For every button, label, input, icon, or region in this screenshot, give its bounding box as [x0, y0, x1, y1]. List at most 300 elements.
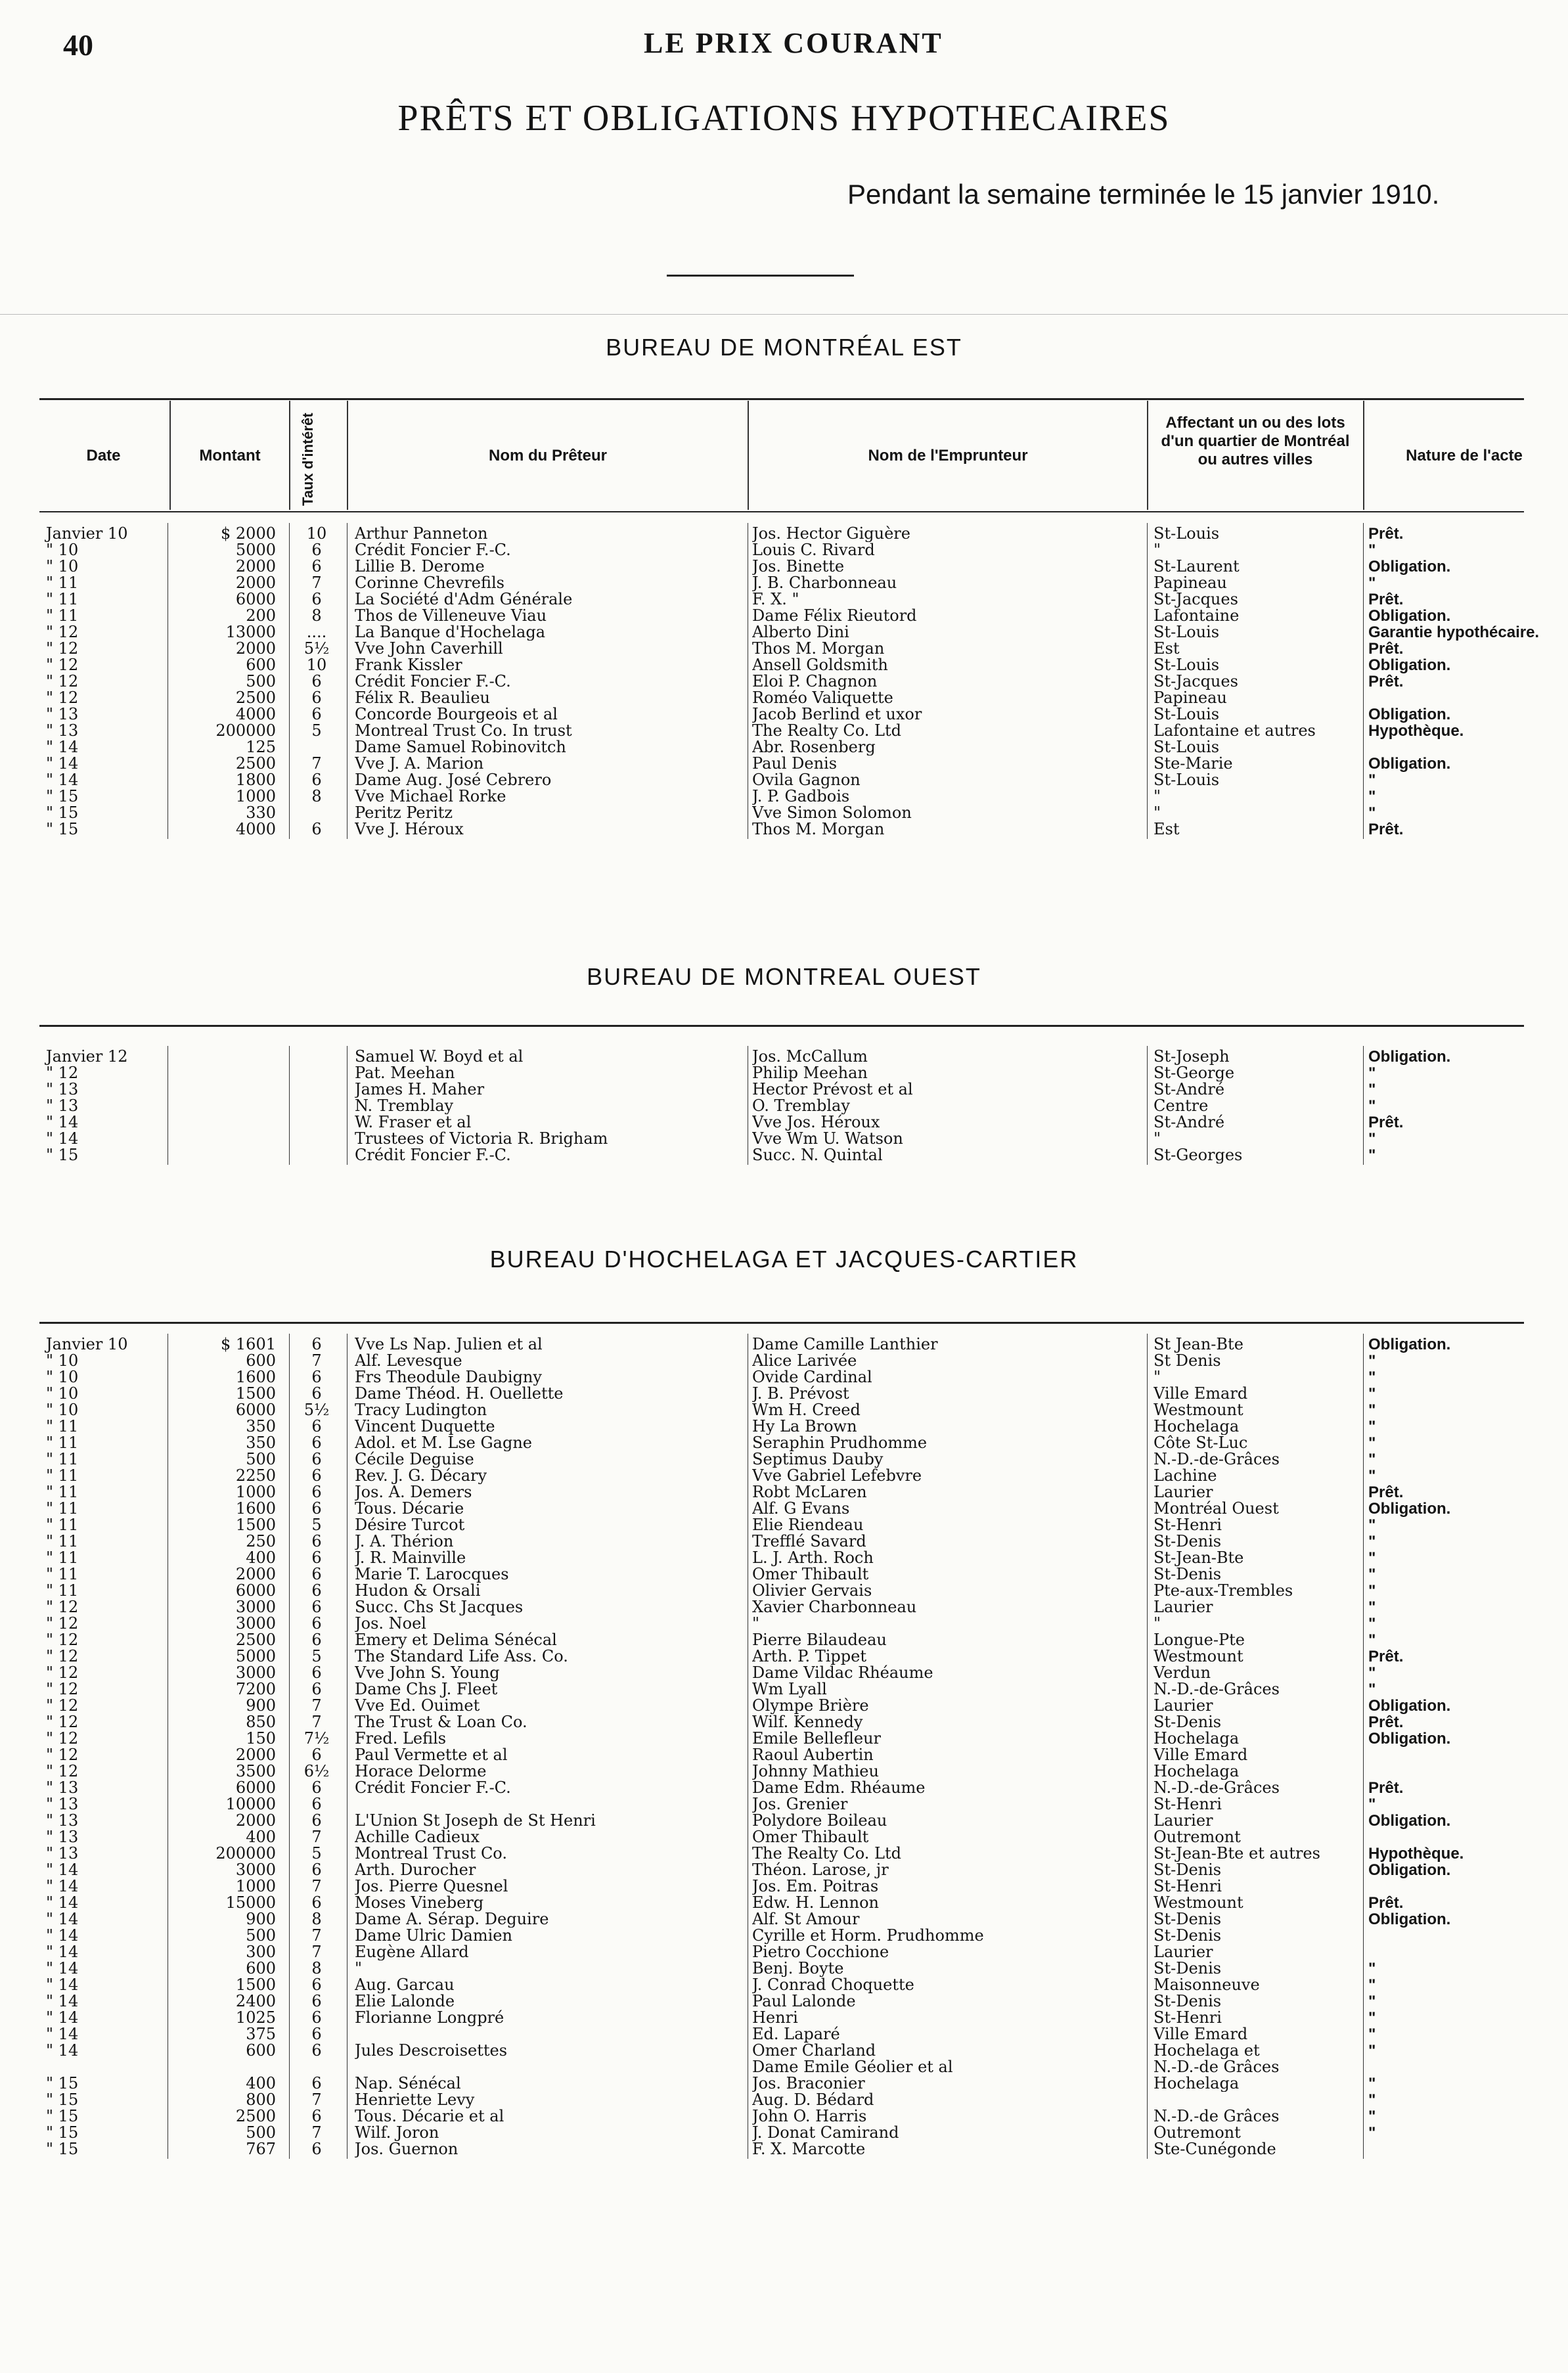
row-nature: "	[1368, 1146, 1376, 1164]
row-borrower: Wm H. Creed	[752, 1402, 861, 1418]
row-location: Ste-Marie	[1154, 756, 1233, 772]
row-date: " 14	[46, 1129, 79, 1148]
row-borrower: Omer Thibault	[752, 1829, 869, 1845]
row-borrower: L. J. Arth. Roch	[752, 1550, 874, 1566]
row-date: " 12	[46, 1614, 79, 1633]
row-amount: 600	[246, 1959, 276, 1977]
table-row	[0, 1566, 1568, 1583]
row-borrower: Jacob Berlind et uxor	[752, 706, 922, 723]
row-date: " 15	[46, 803, 79, 822]
table-row	[0, 1632, 1568, 1648]
row-date: " 15	[46, 1146, 79, 1164]
row-amount: 2000	[235, 1565, 276, 1583]
row-location: St-Denis	[1154, 1911, 1222, 1928]
row-date: " 14	[46, 2025, 79, 2043]
row-amount: 1600	[235, 1368, 276, 1386]
row-location: N.-D.-de Grâces	[1154, 2059, 1280, 2075]
row-borrower: Théon. Larose, jr	[752, 1862, 889, 1878]
row-rate: 8	[311, 787, 322, 805]
row-nature: "	[1368, 1993, 1376, 2010]
row-rate: 6	[311, 771, 322, 789]
row-amount: 13000	[225, 623, 276, 641]
row-amount: 2500	[235, 754, 276, 773]
row-nature: "	[1368, 2042, 1376, 2060]
row-borrower: J. P. Gadbois	[752, 788, 850, 805]
row-borrower: Jos. Braconier	[752, 2075, 865, 2092]
row-location: N.-D.-de-Grâces	[1154, 1451, 1280, 1468]
row-lender: "	[355, 1960, 363, 1977]
row-location: St-Jacques	[1154, 591, 1238, 608]
row-location: St Jean-Bte	[1154, 1336, 1243, 1353]
row-rate: 6	[311, 1778, 322, 1797]
row-date: " 13	[46, 705, 79, 723]
row-nature: Obligation.	[1368, 1500, 1451, 1518]
row-date: " 11	[46, 1548, 79, 1567]
row-lender: Dame Samuel Robinovitch	[355, 739, 566, 756]
row-lender: The Trust & Loan Co.	[355, 1714, 527, 1730]
row-amount: 7200	[235, 1680, 276, 1698]
header-divider	[1363, 401, 1364, 510]
table-row	[0, 2108, 1568, 2125]
row-location: Maisonneuve	[1154, 1977, 1260, 1993]
column-rule	[1147, 1046, 1148, 1165]
row-nature: Obligation.	[1368, 656, 1451, 674]
column-rule	[289, 1334, 290, 2159]
header-divider	[748, 401, 749, 510]
row-rate: 6	[311, 2074, 322, 2092]
row-borrower: Pietro Cocchione	[752, 1944, 889, 1960]
row-amount: 1025	[235, 2008, 276, 2027]
row-date: " 11	[46, 1417, 79, 1435]
row-lender: Elie Lalonde	[355, 1993, 455, 2010]
row-nature: Hypothèque.	[1368, 722, 1464, 740]
row-lender: Nap. Sénécal	[355, 2075, 461, 2092]
row-rate: 6	[311, 1434, 322, 1452]
row-amount: 400	[246, 2074, 276, 2092]
row-nature: Garantie hypothécaire.	[1368, 623, 1540, 641]
row-location: St-Denis	[1154, 1993, 1222, 2010]
row-date: " 14	[46, 1113, 79, 1131]
row-date: " 15	[46, 787, 79, 805]
row-lender: Dame Aug. José Cebrero	[355, 772, 552, 788]
row-borrower: "	[752, 1616, 760, 1632]
row-lender: J. A. Thérion	[355, 1533, 454, 1550]
title-rule	[667, 275, 854, 277]
row-location: Ville Emard	[1154, 1747, 1248, 1763]
row-nature: Obligation.	[1368, 607, 1451, 625]
row-date: " 12	[46, 1631, 79, 1649]
row-lender: Vve Ls Nap. Julien et al	[355, 1336, 543, 1353]
table-row	[0, 575, 1568, 591]
row-date: " 12	[46, 1729, 79, 1748]
row-amount: 900	[246, 1910, 276, 1928]
row-rate: 7	[311, 1696, 322, 1715]
row-amount: 600	[246, 2041, 276, 2060]
row-amount: 200	[246, 606, 276, 625]
row-location: Pte-aux-Trembles	[1154, 1583, 1293, 1599]
row-amount: $ 1601	[221, 1335, 276, 1353]
row-lender: Cécile Deguise	[355, 1451, 474, 1468]
table-row	[0, 657, 1568, 673]
row-rate: 6	[311, 590, 322, 608]
row-lender: Vve Michael Rorke	[355, 788, 506, 805]
row-amount: 1500	[235, 1384, 276, 1403]
table-row	[0, 1747, 1568, 1763]
row-location: St-Denis	[1154, 1714, 1222, 1730]
row-amount: 2500	[235, 2107, 276, 2125]
row-lender: Désire Turcot	[355, 1517, 465, 1533]
row-amount: 6000	[235, 590, 276, 608]
row-borrower: Paul Denis	[752, 756, 838, 772]
row-location: N.-D.-de-Grâces	[1154, 1780, 1280, 1796]
row-nature: Obligation.	[1368, 1336, 1451, 1353]
row-amount: 2000	[235, 574, 276, 592]
row-location: Westmount	[1154, 1402, 1243, 1418]
row-date: " 13	[46, 1795, 79, 1813]
row-rate: 8	[311, 1910, 322, 1928]
row-lender: Crédit Foncier F.-C.	[355, 542, 511, 558]
row-location: St-Henri	[1154, 1878, 1222, 1895]
table-row	[0, 821, 1568, 838]
table-row	[0, 1065, 1568, 1081]
row-rate: 7	[311, 1877, 322, 1895]
row-date: " 12	[46, 623, 79, 641]
row-location: "	[1154, 788, 1161, 805]
row-amount: 600	[246, 656, 276, 674]
table-row	[0, 1402, 1568, 1418]
row-date: " 11	[46, 1450, 79, 1468]
row-amount: 2000	[235, 639, 276, 658]
row-rate: 8	[311, 1959, 322, 1977]
row-nature: "	[1368, 1368, 1376, 1386]
row-date: " 14	[46, 1893, 79, 1912]
row-nature: "	[1368, 1385, 1376, 1403]
row-amount: 2000	[235, 1746, 276, 1764]
row-location: Hochelaga	[1154, 1730, 1240, 1747]
row-amount: 2000	[235, 1811, 276, 1830]
row-date: Janvier 10	[46, 1335, 128, 1353]
row-lender: Crédit Foncier F.-C.	[355, 1147, 511, 1164]
row-rate: 6	[311, 2041, 322, 2060]
row-nature: Prêt.	[1368, 591, 1404, 608]
row-date: " 11	[46, 574, 79, 592]
row-borrower: Vve Gabriel Lefebvre	[752, 1468, 922, 1484]
row-lender: Vincent Duquette	[355, 1418, 495, 1435]
row-date: " 11	[46, 1434, 79, 1452]
row-location: Hochelaga	[1154, 2075, 1240, 2092]
row-lender: Lillie B. Derome	[355, 558, 485, 575]
row-nature: Prêt.	[1368, 1483, 1404, 1501]
row-amount: 3000	[235, 1598, 276, 1616]
row-date: " 11	[46, 1565, 79, 1583]
row-date: " 14	[46, 1877, 79, 1895]
header-divider	[169, 401, 171, 510]
table-row	[0, 1895, 1568, 1911]
table-row	[0, 1813, 1568, 1829]
row-nature: "	[1368, 2124, 1376, 2142]
table-row	[0, 1911, 1568, 1928]
row-borrower: Dame Vildac Rhéaume	[752, 1665, 933, 1681]
row-amount: 900	[246, 1696, 276, 1715]
row-date: " 13	[46, 1778, 79, 1797]
row-location: Papineau	[1154, 575, 1227, 591]
row-lender: J. R. Mainville	[355, 1550, 466, 1566]
table-row	[0, 608, 1568, 624]
table-row	[0, 1960, 1568, 1977]
row-lender: Thos de Villeneuve Viau	[355, 608, 547, 624]
table-row	[0, 1616, 1568, 1632]
row-nature: "	[1368, 1516, 1376, 1534]
row-nature: Prêt.	[1368, 1713, 1404, 1731]
row-lender: Eugène Allard	[355, 1944, 469, 1960]
row-nature: Prêt.	[1368, 1114, 1404, 1131]
row-date: " 10	[46, 557, 79, 576]
row-rate: 6	[311, 1581, 322, 1600]
table-row	[0, 542, 1568, 558]
row-nature: "	[1368, 1533, 1376, 1550]
row-amount: 500	[246, 672, 276, 690]
row-rate: 6	[311, 1631, 322, 1649]
row-borrower: Louis C. Rivard	[752, 542, 875, 558]
row-location: St-Denis	[1154, 1960, 1222, 1977]
table-row	[0, 2026, 1568, 2043]
row-nature: "	[1368, 1097, 1376, 1115]
row-borrower: Abr. Rosenberg	[752, 739, 876, 756]
row-date: " 14	[46, 2008, 79, 2027]
row-date: " 14	[46, 1992, 79, 2010]
row-rate: 6	[311, 1417, 322, 1435]
column-header-rate: Taux d'intérêt	[300, 413, 316, 506]
row-borrower: Edw. H. Lennon	[752, 1895, 879, 1911]
row-borrower: Vve Simon Solomon	[752, 805, 912, 821]
row-borrower: Alf. G Evans	[752, 1501, 850, 1517]
row-lender: Vve J. A. Marion	[355, 756, 484, 772]
row-date: " 10	[46, 1351, 79, 1370]
row-borrower: Ansell Goldsmith	[752, 657, 888, 673]
row-borrower: Henri	[752, 2010, 798, 2026]
row-amount: 6000	[235, 1581, 276, 1600]
row-nature: "	[1368, 771, 1376, 789]
row-rate: 6	[311, 1811, 322, 1830]
row-date: " 12	[46, 1598, 79, 1616]
row-lender: Dame Ulric Damien	[355, 1928, 512, 1944]
row-rate: 10	[306, 656, 327, 674]
row-date: " 11	[46, 1516, 79, 1534]
row-amount: 330	[246, 803, 276, 822]
row-nature: Obligation.	[1368, 1910, 1451, 1928]
row-nature: "	[1368, 1631, 1376, 1649]
row-lender: N. Tremblay	[355, 1098, 454, 1114]
row-date: " 12	[46, 672, 79, 690]
row-location: St-George	[1154, 1065, 1235, 1081]
row-rate: 7	[311, 1926, 322, 1945]
table-row	[0, 1386, 1568, 1402]
row-rate: 6	[311, 1548, 322, 1567]
row-lender: Henriette Levy	[355, 2092, 475, 2108]
row-borrower: Robt McLaren	[752, 1484, 867, 1501]
row-borrower: Olympe Brière	[752, 1698, 869, 1714]
row-lender: Dame Chs J. Fleet	[355, 1681, 498, 1698]
row-amount: 800	[246, 2090, 276, 2109]
row-date: " 15	[46, 2090, 79, 2109]
row-borrower: Vve Jos. Héroux	[752, 1114, 880, 1131]
row-date: " 11	[46, 1532, 79, 1550]
row-nature: "	[1368, 1681, 1376, 1698]
row-location: Lafontaine	[1154, 608, 1240, 624]
table-row	[0, 1681, 1568, 1698]
table-row	[0, 673, 1568, 690]
table-row	[0, 641, 1568, 657]
row-amount: 1800	[235, 771, 276, 789]
row-date: " 14	[46, 738, 79, 756]
table-row	[0, 1763, 1568, 1780]
row-date: " 14	[46, 1861, 79, 1879]
row-location: "	[1154, 1369, 1161, 1386]
row-lender: Vve John Caverhill	[355, 641, 503, 657]
row-location: St-Denis	[1154, 1533, 1222, 1550]
row-lender: Corinne Chevrefils	[355, 575, 504, 591]
row-borrower: F. X. "	[752, 591, 799, 608]
row-nature: "	[1368, 1664, 1376, 1682]
row-borrower: Wilf. Kennedy	[752, 1714, 863, 1730]
table-row	[0, 1829, 1568, 1845]
row-lender: Peritz Peritz	[355, 805, 453, 821]
row-lender: Montreal Trust Co. In trust	[355, 723, 572, 739]
row-location: Lachine	[1154, 1468, 1217, 1484]
table-row	[0, 1944, 1568, 1960]
row-lender: Florianne Longpré	[355, 2010, 504, 2026]
row-location: Est	[1154, 641, 1180, 657]
row-amount: 400	[246, 1828, 276, 1846]
row-lender: Concorde Bourgeois et al	[355, 706, 558, 723]
header-divider	[1147, 401, 1148, 510]
row-amount: 1000	[235, 1483, 276, 1501]
table-row	[0, 1147, 1568, 1164]
row-borrower: Cyrille et Horm. Prudhomme	[752, 1928, 984, 1944]
table-row	[0, 1714, 1568, 1730]
row-location: Westmount	[1154, 1648, 1243, 1665]
row-amount: 5000	[235, 1647, 276, 1665]
row-date: " 13	[46, 1080, 79, 1098]
row-amount: 3000	[235, 1614, 276, 1633]
row-rate: 5	[311, 1844, 322, 1863]
row-borrower: Alice Larivée	[752, 1353, 857, 1369]
row-borrower: Ed. Laparé	[752, 2026, 840, 2043]
row-borrower: Polydore Boileau	[752, 1813, 887, 1829]
row-amount: 3000	[235, 1861, 276, 1879]
table-row	[0, 1369, 1568, 1386]
row-lender: Crédit Foncier F.-C.	[355, 1780, 511, 1796]
row-date: " 14	[46, 1959, 79, 1977]
row-nature: "	[1368, 788, 1376, 805]
page-divider	[0, 314, 1568, 315]
row-location: Hochelaga	[1154, 1763, 1240, 1780]
row-borrower: Dame Camille Lanthier	[752, 1336, 938, 1353]
row-date: " 13	[46, 1828, 79, 1846]
row-lender: Crédit Foncier F.-C.	[355, 673, 511, 690]
table-row	[0, 1081, 1568, 1098]
row-amount: 350	[246, 1434, 276, 1452]
row-date: " 11	[46, 1499, 79, 1518]
table-row	[0, 1484, 1568, 1501]
row-borrower: Wm Lyall	[752, 1681, 827, 1698]
row-amount: 250	[246, 1532, 276, 1550]
row-lender: Tracy Ludington	[355, 1402, 487, 1418]
table-row	[0, 2059, 1568, 2075]
row-location: Longue-Pte	[1154, 1632, 1245, 1648]
table-row	[0, 1451, 1568, 1468]
row-nature: "	[1368, 1401, 1376, 1419]
row-borrower: Ovila Gagnon	[752, 772, 861, 788]
table-row	[0, 1648, 1568, 1665]
row-amount: 3000	[235, 1663, 276, 1682]
row-amount: 1000	[235, 1877, 276, 1895]
row-rate: 6	[311, 820, 322, 838]
table-row	[0, 558, 1568, 575]
row-lender: Tous. Décarie	[355, 1501, 464, 1517]
row-rate: 7	[311, 1828, 322, 1846]
row-location: Côte St-Luc	[1154, 1435, 1248, 1451]
row-rate: 6	[311, 541, 322, 559]
table-row	[0, 2075, 1568, 2092]
table-row	[0, 723, 1568, 739]
column-header-location: Affectant un ou des lots d'un quartier de Montréal ou autres villes	[1161, 414, 1350, 468]
row-nature: "	[1368, 1352, 1376, 1370]
row-borrower: Olivier Gervais	[752, 1583, 872, 1599]
row-date: " 14	[46, 1926, 79, 1945]
row-lender: Vve John S. Young	[355, 1665, 500, 1681]
row-location: "	[1154, 542, 1161, 558]
row-lender: Jos. Pierre Quesnel	[355, 1878, 508, 1895]
row-date: " 12	[46, 1663, 79, 1682]
row-borrower: Jos. Grenier	[752, 1796, 848, 1813]
row-amount: 2250	[235, 1466, 276, 1485]
row-date: " 15	[46, 2107, 79, 2125]
row-amount: 6000	[235, 1401, 276, 1419]
row-rate: 6	[311, 1565, 322, 1583]
table-row	[0, 788, 1568, 805]
row-rate: 7	[311, 1943, 322, 1961]
row-location: Laurier	[1154, 1944, 1213, 1960]
table-row	[0, 526, 1568, 542]
row-location: Ste-Cunégonde	[1154, 2141, 1276, 2158]
row-borrower: J. B. Prévost	[752, 1386, 849, 1402]
table-row	[0, 1550, 1568, 1566]
row-rate: 6	[311, 1893, 322, 1912]
row-borrower: Pierre Bilaudeau	[752, 1632, 887, 1648]
row-date: " 15	[46, 2123, 79, 2142]
row-rate: 5	[311, 721, 322, 740]
section-rule	[39, 1025, 1524, 1027]
header-divider	[347, 401, 348, 510]
row-date: " 14	[46, 771, 79, 789]
row-nature: "	[1368, 2091, 1376, 2109]
row-borrower: Trefflé Savard	[752, 1533, 866, 1550]
row-location: Papineau	[1154, 690, 1227, 706]
row-nature: "	[1368, 1976, 1376, 1994]
row-lender: Aug. Garcau	[355, 1977, 455, 1993]
row-location: Outremont	[1154, 1829, 1241, 1845]
row-lender: Pat. Meehan	[355, 1065, 455, 1081]
row-borrower: Elie Riendeau	[752, 1517, 864, 1533]
row-date: " 13	[46, 1844, 79, 1863]
header-bottom-rule	[39, 511, 1524, 512]
row-location: St-Joseph	[1154, 1049, 1230, 1065]
row-nature: Obligation.	[1368, 1697, 1451, 1715]
row-date: " 15	[46, 820, 79, 838]
table-row	[0, 1049, 1568, 1065]
row-rate: 6	[311, 1663, 322, 1682]
